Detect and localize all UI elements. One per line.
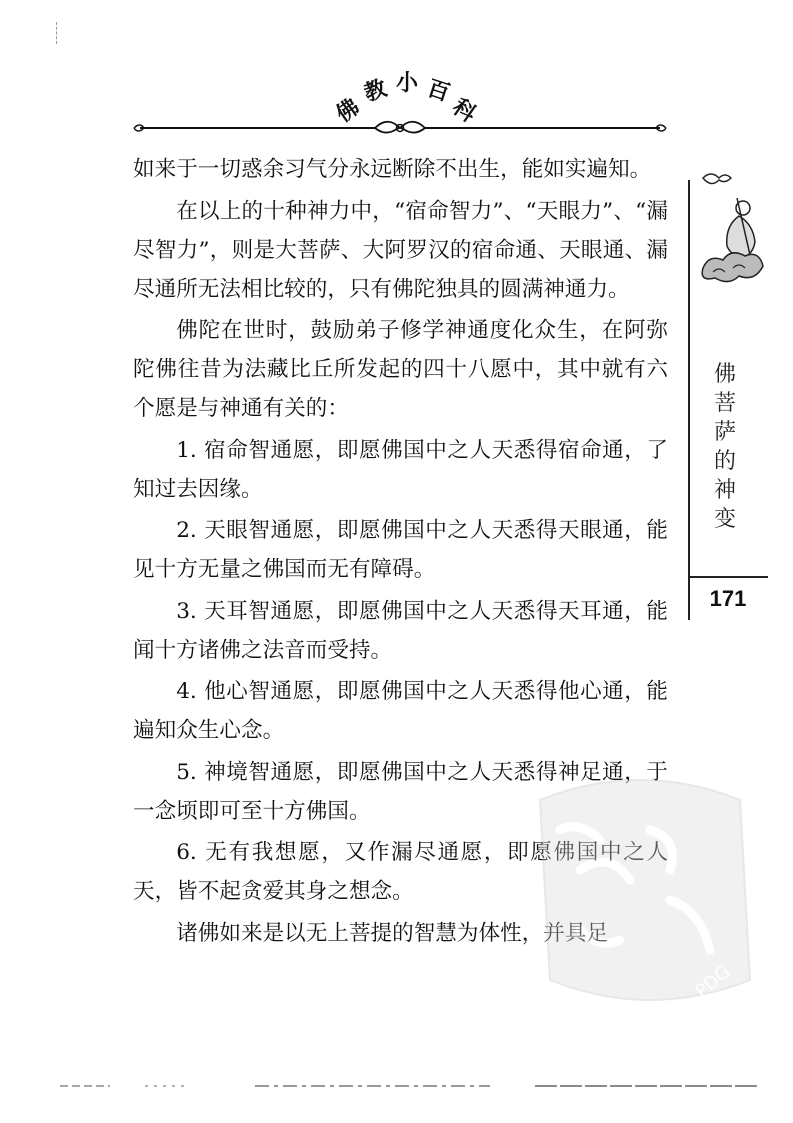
paragraph: 1. 宿命智通愿，即愿佛国中之人天悉得宿命通，了知过去因缘。 <box>133 437 668 502</box>
paragraph: 5. 神境智通愿，即愿佛国中之人天悉得神足通，于一念顷即可至十方佛国。 <box>133 759 668 824</box>
series-title-char: 教 <box>360 75 390 107</box>
chapter-char: 佛 <box>713 362 736 387</box>
chapter-char: 变 <box>713 507 736 532</box>
paragraph: 佛陀在世时，鼓励弟子修学神通度化众生，在阿弥陀佛往昔为法藏比丘所发起的四十八愿中，其中就有六个愿是与神通有关的： <box>133 318 668 421</box>
series-title-char: 小 <box>396 70 419 96</box>
scan-edge-mark <box>56 22 59 44</box>
side-vertical-rule <box>688 180 690 620</box>
chapter-char: 的 <box>713 449 736 474</box>
paragraph: 4. 他心智通愿，即愿佛国中之人天悉得他心通，能遍知众生心念。 <box>133 679 668 743</box>
page-number: 171 <box>709 586 747 611</box>
paragraph: 在以上的十种神力中，“宿命智力”、“天眼力”、“漏尽智力”，则是大菩萨、大阿罗汉的宿命通、天眼通、漏尽通所无法相比较的，只有佛陀独具的圆满神通力。 <box>133 198 668 302</box>
paragraph: 如来于一切惑余习气分永远断除不出生，能如实遍知。 <box>133 157 652 182</box>
paragraph: 6. 无有我想愿，又作漏尽通愿，即愿佛国中之人天，皆不起贪爱其身之想念。 <box>133 840 668 904</box>
scan-noise-marks <box>60 1082 760 1090</box>
paragraph: 2. 天眼智通愿，即愿佛国中之人天悉得天眼通，能见十方无量之佛国而无有障碍。 <box>133 518 668 582</box>
watermark-seal <box>520 760 770 1020</box>
chapter-char: 菩 <box>713 391 736 416</box>
chapter-char: 神 <box>713 478 736 503</box>
chapter-tab <box>700 360 750 534</box>
series-title-char: 佛 <box>331 93 365 128</box>
chapter-char: 萨 <box>713 420 736 445</box>
series-title-char: 百 <box>424 75 454 107</box>
paragraph: 诸佛如来是以无上菩提的智慧为体性，并具足 <box>176 920 609 946</box>
paragraph: 3. 天耳智通愿，即愿佛国中之人天悉得天耳通，能闻十方诸佛之法音而受持。 <box>133 598 668 663</box>
bodhisattva-illustration <box>693 168 765 303</box>
page-number-rule <box>690 576 768 578</box>
series-title-char: 科 <box>447 93 481 128</box>
watermark-text: PDG <box>691 961 735 1003</box>
header-ornament-rule <box>130 118 670 144</box>
